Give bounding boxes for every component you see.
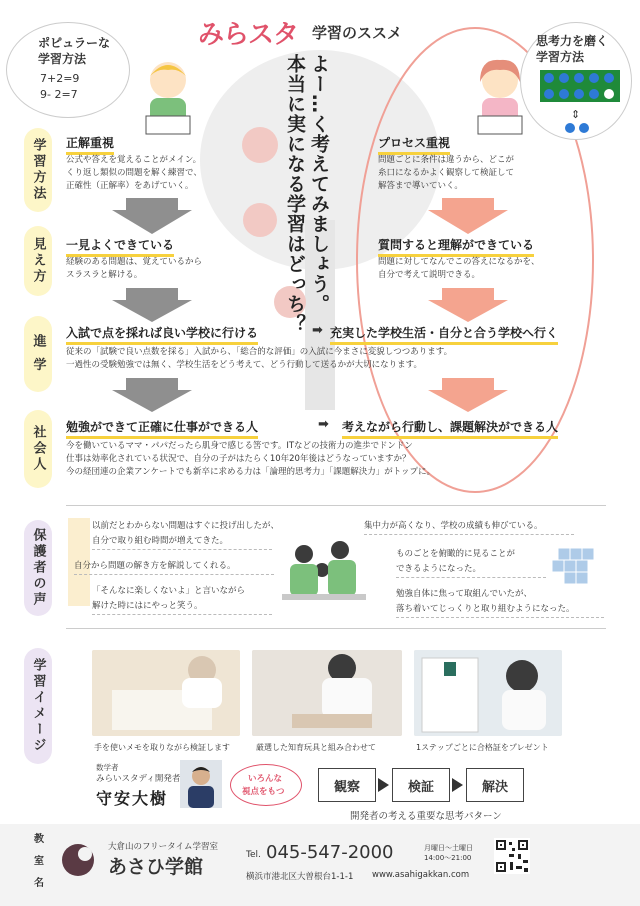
method-right-line2: 糸口になるかよく観察して検証して bbox=[378, 168, 515, 178]
voice-5-line1: ものごとを俯瞰的に見ることが bbox=[396, 549, 516, 559]
counting-blocks-icon bbox=[540, 70, 624, 136]
down-arrow-salmon-3 bbox=[428, 378, 508, 412]
bubble-left-eq2: 9- 2=7 bbox=[40, 88, 78, 101]
footer-tag: 大倉山のフリータイム学習室 bbox=[108, 842, 218, 852]
category-society: 社会人 bbox=[24, 410, 52, 488]
process-arrow-icon bbox=[378, 778, 389, 792]
family-illustration bbox=[282, 536, 366, 608]
photo-educational-toys bbox=[252, 650, 402, 736]
photo-certificate bbox=[414, 650, 562, 736]
society-line1: 今を働いているママ・パパだったら肌身で感じる筈です。ITなどの技術力の進歩でドンドン bbox=[66, 441, 413, 451]
logo: みらスタ bbox=[198, 20, 299, 50]
footer-url[interactable]: www.asahigakkan.com bbox=[372, 870, 470, 880]
badge-line1: いろんな bbox=[248, 774, 283, 784]
headline-col1: よー…く考えてみましょう。 bbox=[308, 54, 330, 314]
view-right-line2: 自分で考えて説明できる。 bbox=[378, 270, 481, 280]
voice-4: 集中力が高くなり、学校の成績も伸びている。 bbox=[364, 521, 543, 531]
badge-line2: 視点をもつ bbox=[242, 787, 285, 797]
qr-code-icon[interactable] bbox=[494, 838, 530, 874]
footer-label-1: 教 bbox=[34, 834, 44, 845]
girl-thinking-illustration bbox=[470, 58, 530, 140]
method-left-line1: 公式や答えを覚えることがメイン。 bbox=[66, 155, 202, 165]
society-right-title: 考えながら行動し、課題解決ができる人 bbox=[342, 418, 558, 439]
exam-left-title: 入試で点を採れば良い学校に行ける bbox=[66, 324, 258, 345]
down-arrow-gray-1 bbox=[112, 198, 192, 234]
dash-underline bbox=[364, 534, 574, 535]
method-left-line3: 正確性（正解率）をあげていく。 bbox=[66, 181, 194, 191]
down-arrow-gray-3 bbox=[112, 378, 192, 412]
boy-studying-illustration bbox=[138, 58, 198, 140]
dash-underline bbox=[92, 614, 272, 615]
developer-role-2: みらいスタディ開発者 bbox=[96, 774, 181, 784]
voice-6-line1: 勉強自体に焦って取組んでいたが、 bbox=[396, 589, 533, 599]
method-left-title: 正解重視 bbox=[66, 134, 114, 155]
cube-blocks-illustration bbox=[548, 540, 608, 588]
dash-underline bbox=[396, 577, 546, 578]
section-divider bbox=[66, 505, 606, 506]
category-method: 学習方法 bbox=[24, 128, 52, 212]
dash-underline bbox=[74, 574, 274, 575]
bubble-left-title-1: ポピュラーな bbox=[38, 36, 111, 50]
school-logo-icon bbox=[58, 840, 98, 880]
bubble-right-title-1: 思考力を磨く bbox=[536, 34, 609, 48]
view-left-line1: 経験のある問題は、覚えているから bbox=[66, 257, 203, 267]
category-exam: 進 学 bbox=[24, 316, 52, 392]
caption-3: 1ステップごとに合格証をプレゼント bbox=[416, 743, 549, 752]
method-right-title: プロセス重視 bbox=[378, 134, 450, 155]
down-arrow-gray-2 bbox=[112, 288, 192, 322]
header-subtitle: 学習のススメ bbox=[312, 24, 403, 42]
bubble-left-eq1: 7+2=9 bbox=[40, 72, 80, 85]
view-left-title: 一見よくできている bbox=[66, 236, 174, 257]
voice-1-line2: 自分で取り組む時間が増えてきた。 bbox=[92, 536, 229, 546]
society-left-title: 勉強ができて正確に仕事ができる人 bbox=[66, 418, 258, 439]
voice-3-line1: 「そんなに楽しくないよ」と言いながら bbox=[92, 586, 246, 596]
view-right-title: 質問すると理解ができている bbox=[378, 236, 534, 257]
bubble-left-title-2: 学習方法 bbox=[38, 52, 87, 66]
voice-3-line2: 解けた時にはにやっと笑う。 bbox=[92, 601, 203, 611]
section-divider bbox=[66, 628, 606, 629]
exam-arrow-icon: ➡ bbox=[312, 323, 323, 338]
caption-2: 厳選した知育玩具と組み合わせて bbox=[256, 743, 376, 752]
developer-role-1: 数学者 bbox=[96, 763, 119, 772]
footer-address: 横浜市港北区大曽根台1-1-1 bbox=[246, 872, 354, 882]
footer-tel[interactable]: 045-547-2000 bbox=[266, 842, 394, 863]
developer-portrait bbox=[180, 760, 222, 808]
footer-school-name: あさひ学館 bbox=[108, 856, 204, 878]
headline-col2: 本当に実になる学習はどっち？ bbox=[284, 54, 306, 334]
category-image: 学習イメージ bbox=[24, 648, 52, 764]
developer-name-signature: 守安大樹 bbox=[96, 789, 169, 808]
exam-line2: 一過性の受験勉強では無く、学校生活をどう考えて、どう行動して送るかが大切になります。 bbox=[66, 360, 422, 370]
voice-6-line2: 落ち着いてじっくりと取り組むようになった。 bbox=[396, 604, 575, 614]
process-step-observe: 観察 bbox=[318, 768, 376, 802]
method-left-line2: くり返し類似の問題を解く練習で、 bbox=[66, 168, 202, 178]
bubble-right-title-2: 学習方法 bbox=[536, 50, 585, 64]
view-left-line2: スラスラと解ける。 bbox=[66, 270, 143, 280]
process-step-solve: 解決 bbox=[466, 768, 524, 802]
method-right-line1: 問題ごとに条件は違うから、どこが bbox=[378, 155, 515, 165]
category-voice: 保護者の声 bbox=[24, 520, 52, 616]
down-arrow-salmon-1 bbox=[428, 198, 508, 234]
society-arrow-icon: ➡ bbox=[318, 417, 329, 432]
exam-right-title: 充実した学校生活・自分と合う学校へ行く bbox=[330, 324, 558, 345]
method-right-line3: 解答まで導いていく。 bbox=[378, 181, 463, 191]
dash-underline bbox=[396, 617, 604, 618]
process-arrow-icon bbox=[452, 778, 463, 792]
process-step-verify: 検証 bbox=[392, 768, 450, 802]
process-caption: 開発者の考える重要な思考パターン bbox=[350, 811, 502, 822]
voice-1-line1: 以前だとわからない問題はすぐに投げ出したが、 bbox=[92, 521, 280, 531]
category-view: 見え方 bbox=[24, 226, 52, 296]
dash-underline bbox=[92, 549, 272, 550]
down-arrow-salmon-2 bbox=[428, 288, 508, 322]
photo-writing-memo bbox=[92, 650, 240, 736]
voice-5-line2: できるようになった。 bbox=[396, 564, 482, 574]
society-line2: 仕事は効率化されている状況で、自分の子がはたらく10年20年後はどうなっていますか？ bbox=[66, 454, 411, 464]
svg-text:⇕: ⇕ bbox=[571, 108, 581, 121]
caption-1: 手を使いメモを取りながら検証します bbox=[94, 743, 230, 752]
footer-label-3: 名 bbox=[34, 878, 44, 889]
view-right-line1: 問題に対してなんでこの答えになるかを、 bbox=[378, 257, 540, 267]
footer-hours-time: 14:00～21:00 bbox=[424, 854, 472, 862]
society-line3: 今の経団連の企業アンケートでも新卒に求める力は「論理的思考力」「課題解決力」がトップに。 bbox=[66, 467, 435, 477]
footer-label-2: 室 bbox=[34, 856, 44, 867]
footer-hours-days: 月曜日～土曜日 bbox=[424, 844, 473, 852]
voice-2: 自分から問題の解き方を解説してくれる。 bbox=[74, 561, 236, 571]
footer-tel-prefix: Tel. bbox=[246, 850, 261, 860]
exam-line1: 従来の「試験で良い点数を採る」入試から、「総合的な評価」の入試に今まさに変貌しつつあります。 bbox=[66, 347, 453, 357]
